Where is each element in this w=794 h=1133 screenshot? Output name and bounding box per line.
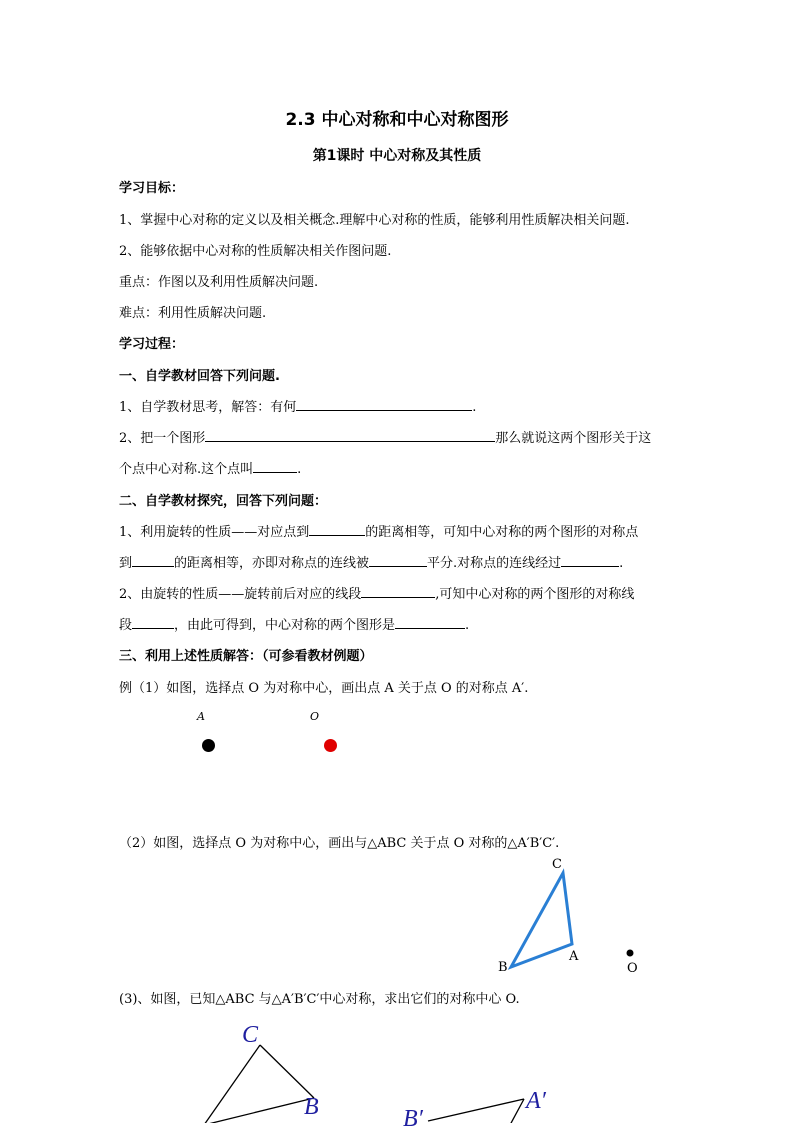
s2q2-text-c: 段 (119, 618, 133, 633)
s2q1-text-f: . (619, 556, 624, 571)
side-b-prime-a-prime (428, 1099, 524, 1121)
lesson-subtitle: 第1课时 中心对称及其性质 (312, 148, 482, 164)
page-title: 2.3 中心对称和中心对称图形 (285, 110, 509, 130)
objective-item-2: 2、能够依据中心对称的性质解决相关作图问题. (119, 244, 392, 259)
s2q1-blank-4[interactable] (561, 552, 619, 567)
s2q1-text-d: 的距离相等，亦即对称点的连线被 (174, 556, 370, 571)
q2-line2-prefix: 个点中心对称.这个点叫 (119, 462, 254, 477)
objective-item-1: 1、掌握中心对称的定义以及相关概念.理解中心对称的性质，能够利用性质解决相关问题. (119, 213, 630, 228)
s2q2-blank-1[interactable] (361, 583, 435, 598)
section2-question-2 (119, 583, 634, 602)
s2q2-text-d: ，由此可得到，中心对称的两个图形是 (174, 618, 396, 633)
section1-question-2 (119, 427, 651, 446)
example-2-text: （2）如图，选择点 O 为对称中心，画出与△ABC 关于点 O 对称的△A′B′C′. (119, 836, 560, 851)
section3-heading: 三、利用上述性质解答：（可参看教材例题） (119, 649, 373, 664)
s2q2-text-e: . (465, 618, 470, 633)
q2-line2-suffix: . (297, 462, 302, 477)
example-1-text: 例（1）如图，选择点 O 为对称中心，画出点 A 关于点 O 的对称点 A′. (119, 681, 529, 696)
center-label-o: O (627, 961, 638, 976)
point-a-dot (202, 739, 215, 752)
s2q1-text-c: 到 (119, 556, 133, 571)
example-3-text: (3)、如图，已知△ABC 与△A′B′C′中心对称，求出它们的对称中心 O. (119, 992, 520, 1007)
section1-question-1 (119, 396, 476, 415)
s2q2-text-a: 2、由旋转的性质——旋转前后对应的线段 (119, 587, 362, 602)
q1-answer-blank[interactable] (296, 396, 472, 411)
triangle-label-c: C (552, 857, 562, 872)
q2-suffix: 那么就说这两个图形关于这 (495, 431, 652, 446)
s2q1-text-b: 的距离相等，可知中心对称的两个图形的对称点 (365, 525, 639, 540)
center-name-blank[interactable] (253, 458, 297, 473)
section1-heading: 一、自学教材回答下列问题. (119, 369, 280, 384)
side-cb (260, 1045, 314, 1098)
label-b: B (304, 1094, 319, 1120)
s2q2-blank-3[interactable] (395, 614, 465, 629)
s2q1-blank-2[interactable] (132, 552, 174, 567)
side-a-prime-c-prime (510, 1099, 524, 1123)
s2q2-blank-2[interactable] (132, 614, 174, 629)
section2-question-1 (119, 521, 638, 540)
point-a-label: A (197, 710, 205, 723)
s2q1-text-e: 平分.对称点的连线经过 (427, 556, 562, 571)
q2-prefix: 2、把一个图形 (119, 431, 206, 446)
process-heading: 学习过程： (119, 337, 185, 352)
point-o-label: O (310, 710, 320, 723)
q1-prefix: 1、自学教材思考，解答：有何 (119, 400, 297, 415)
section2-question-2-cont (119, 614, 469, 633)
point-o-dot (324, 739, 337, 752)
label-a-prime: A′ (526, 1088, 546, 1114)
s2q1-blank-3[interactable] (369, 552, 427, 567)
section1-question-2-cont (119, 458, 301, 477)
s2q1-blank-1[interactable] (309, 521, 365, 536)
difficulty: 难点：利用性质解决问题. (119, 306, 267, 321)
triangle-abc (511, 873, 572, 967)
label-c: C (242, 1022, 259, 1048)
center-point-o (627, 950, 634, 957)
s2q1-text-a: 1、利用旋转的性质——对应点到 (119, 525, 310, 540)
key-point: 重点：作图以及利用性质解决问题. (119, 275, 319, 290)
section2-question-1-cont (119, 552, 623, 571)
q1-suffix: . (472, 400, 477, 415)
objectives-heading: 学习目标： (119, 181, 185, 196)
s2q2-text-b: ,可知中心对称的两个图形的对称线 (435, 587, 635, 602)
label-b-prime: B′ (403, 1106, 423, 1132)
section2-heading: 二、自学教材探究，回答下列问题： (119, 494, 328, 509)
triangle-label-b: B (498, 960, 508, 975)
triangle-label-a: A (569, 949, 579, 964)
side-ca (204, 1045, 260, 1123)
q2-answer-blank[interactable] (205, 427, 495, 442)
